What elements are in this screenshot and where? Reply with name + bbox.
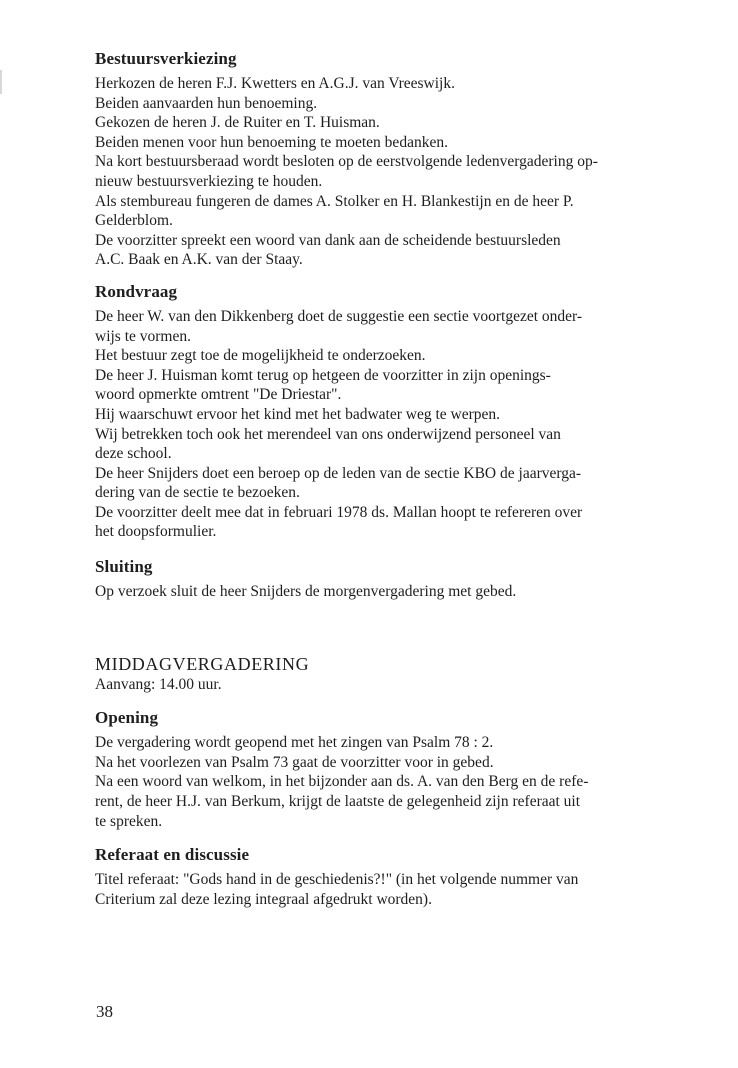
text-line: Gelderblom. — [95, 212, 173, 230]
text-line: De voorzitter deelt mee dat in februari 1978 ds. Mallan hoopt te refereren over — [95, 503, 583, 521]
scan-edge-mark — [0, 70, 2, 94]
section-sluiting — [95, 556, 705, 602]
aanvang-text: Aanvang: 14.00 uur. — [95, 675, 222, 693]
document-page — [95, 48, 705, 909]
heading-opening: Opening — [95, 708, 159, 728]
section-opening — [95, 707, 705, 831]
text-line: nieuw bestuursverkiezing te houden. — [95, 172, 323, 190]
text-line: rent, de heer H.J. van Berkum, krijgt de laatste de gelegenheid zijn referaat uit — [95, 793, 581, 811]
heading-referaat: Referaat en discussie — [95, 845, 250, 865]
text-line: De heer W. van den Dikkenberg doet de suggestie een sectie voortgezet onder- — [95, 307, 583, 325]
heading-sluiting: Sluiting — [95, 557, 153, 577]
text-line: Herkozen de heren F.J. Kwetters en A.G.J. van Vreeswijk. — [95, 75, 455, 92]
text-line: Wij betrekken toch ook het merendeel van ons onderwijzend personeel van — [95, 425, 561, 443]
text-line: het doopsformulier. — [95, 523, 217, 541]
text-line: Na het voorlezen van Psalm 73 gaat de voorzitter voor in gebed. — [95, 753, 494, 771]
section-rondvraag — [95, 281, 705, 542]
heading-middagvergadering: MIDDAGVERGADERING — [95, 653, 310, 674]
text-line: Als stembureau fungeren de dames A. Stolker en H. Blankestijn en de heer P. — [95, 192, 574, 210]
text-line: De vergadering wordt geopend met het zingen van Psalm 78 : 2. — [95, 734, 494, 752]
heading-bestuursverkiezing: Bestuursverkiezing — [95, 49, 237, 68]
text-line: Na een woord van welkom, in het bijzonder aan ds. A. van den Berg en de refe- — [95, 773, 589, 791]
text-line: De heer J. Huisman komt terug op hetgeen de voorzitter in zijn openings- — [95, 366, 551, 384]
text-line: Gekozen de heren J. de Ruiter en T. Huisman. — [95, 114, 380, 132]
text-line: Het bestuur zegt toe de mogelijkheid te onderzoeken. — [95, 347, 426, 365]
section-bestuursverkiezing — [95, 48, 705, 270]
text-line: Beiden aanvaarden hun benoeming. — [95, 94, 318, 112]
page-number: 38 — [96, 1002, 113, 1021]
text-line: Beiden menen voor hun benoeming te moeten bedanken. — [95, 133, 448, 151]
text-line: dering van de sectie te bezoeken. — [95, 484, 300, 502]
text-line: deze school. — [95, 445, 172, 463]
text-line: woord opmerkte omtrent "De Driestar". — [95, 386, 342, 404]
text-line: Hij waarschuwt ervoor het kind met het badwater weg te werpen. — [95, 405, 501, 423]
text-line: te spreken. — [95, 812, 163, 830]
text-line: Na kort bestuursberaad wordt besloten op de eerstvolgende ledenvergadering op- — [95, 153, 598, 171]
text-line: De heer Snijders doet een beroep op de leden van de sectie KBO de jaarverga- — [95, 464, 582, 482]
text-line: A.C. Baak en A.K. van der Staay. — [95, 251, 303, 269]
text-line: wijs te vormen. — [95, 327, 191, 345]
text-line: Op verzoek sluit de heer Snijders de morgenvergadering met gebed. — [95, 583, 517, 601]
heading-rondvraag: Rondvraag — [95, 281, 178, 301]
text-line: De voorzitter spreekt een woord van dank aan de scheidende bestuursleden — [95, 231, 561, 249]
section-referaat — [95, 844, 705, 909]
text-line: Titel referaat: "Gods hand in de geschiedenis?!" (in het volgende nummer van — [95, 871, 579, 889]
section-middagvergadering — [95, 653, 705, 695]
text-line: Criterium zal deze lezing integraal afgedrukt worden). — [95, 890, 432, 908]
